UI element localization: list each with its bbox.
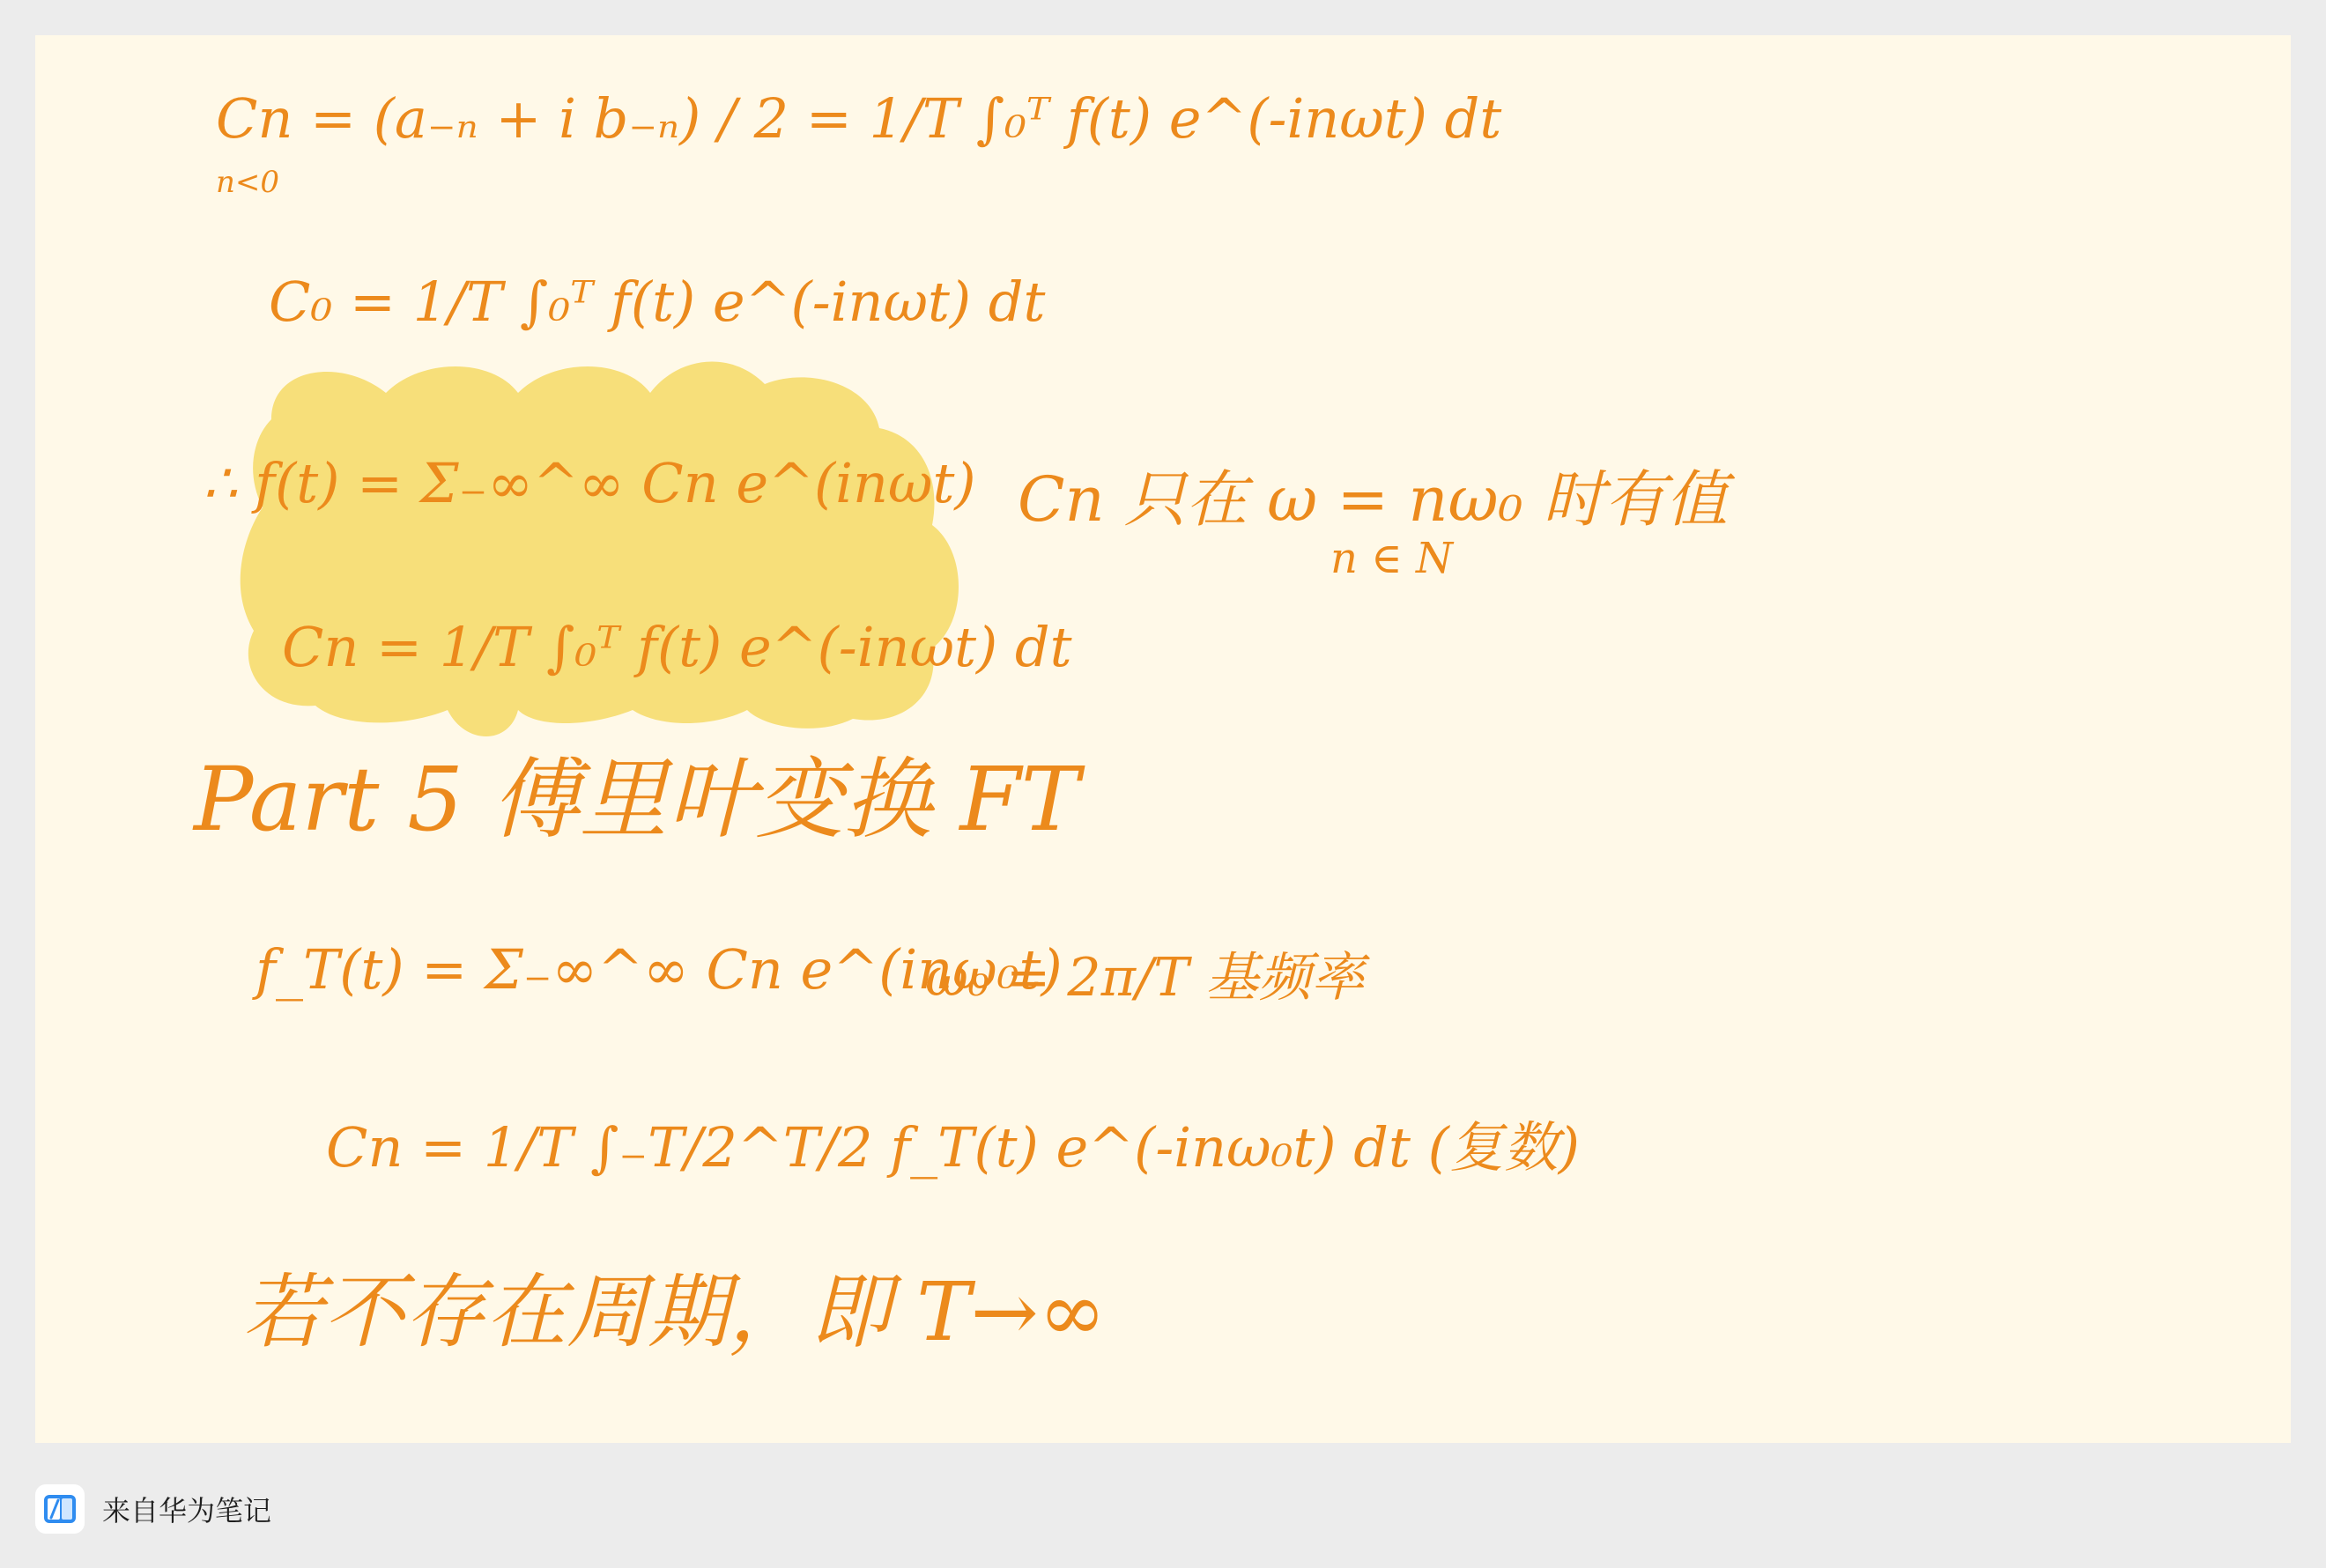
section-title-part-5: Part 5 傅里叶变换 FT xyxy=(194,748,1080,851)
formula-ft-series: ∴ f(t) = Σ₋∞^∞ Cn e^(inωt) xyxy=(203,451,976,515)
huawei-notes-icon xyxy=(35,1484,85,1534)
source-label: 来自华为笔记 xyxy=(102,1494,272,1527)
cn-value-note-condition: n ∈ N xyxy=(1330,534,1453,583)
formula-cn: Cn = 1/T ∫₀ᵀ f(t) e^(-inωt) dt xyxy=(282,615,1072,679)
formula-cn-negative: Cn = (a₋ₙ + i b₋ₙ) / 2 = 1/T ∫₀ᵀ f(t) e^(-inωt) dt xyxy=(216,86,1502,151)
aperiodic-note: 若不存在周期，即 T→∞ xyxy=(242,1265,1107,1359)
highlight-marker xyxy=(236,358,1031,736)
formula-cn-complex: Cn = 1/T ∫₋T/2^T/2 f_T(t) e^(-inω₀t) dt (复数) xyxy=(326,1115,1580,1180)
note-canvas xyxy=(35,35,2291,1443)
formula-ft-periodic: f_T(t) = Σ₋∞^∞ Cn e^(inω₀t) xyxy=(256,937,1063,1002)
formula-c0: C₀ = 1/T ∫₀ᵀ f(t) e^(-inωt) dt xyxy=(269,270,1046,334)
cn-value-note: Cn 只在 ω = nω₀ 时有值 xyxy=(1018,463,1728,536)
omega0-note: ω₀ = 2π/T 基频率 xyxy=(925,947,1365,1009)
condition-n-less-than-zero: n<0 xyxy=(216,165,280,200)
source-footer xyxy=(35,1478,271,1540)
